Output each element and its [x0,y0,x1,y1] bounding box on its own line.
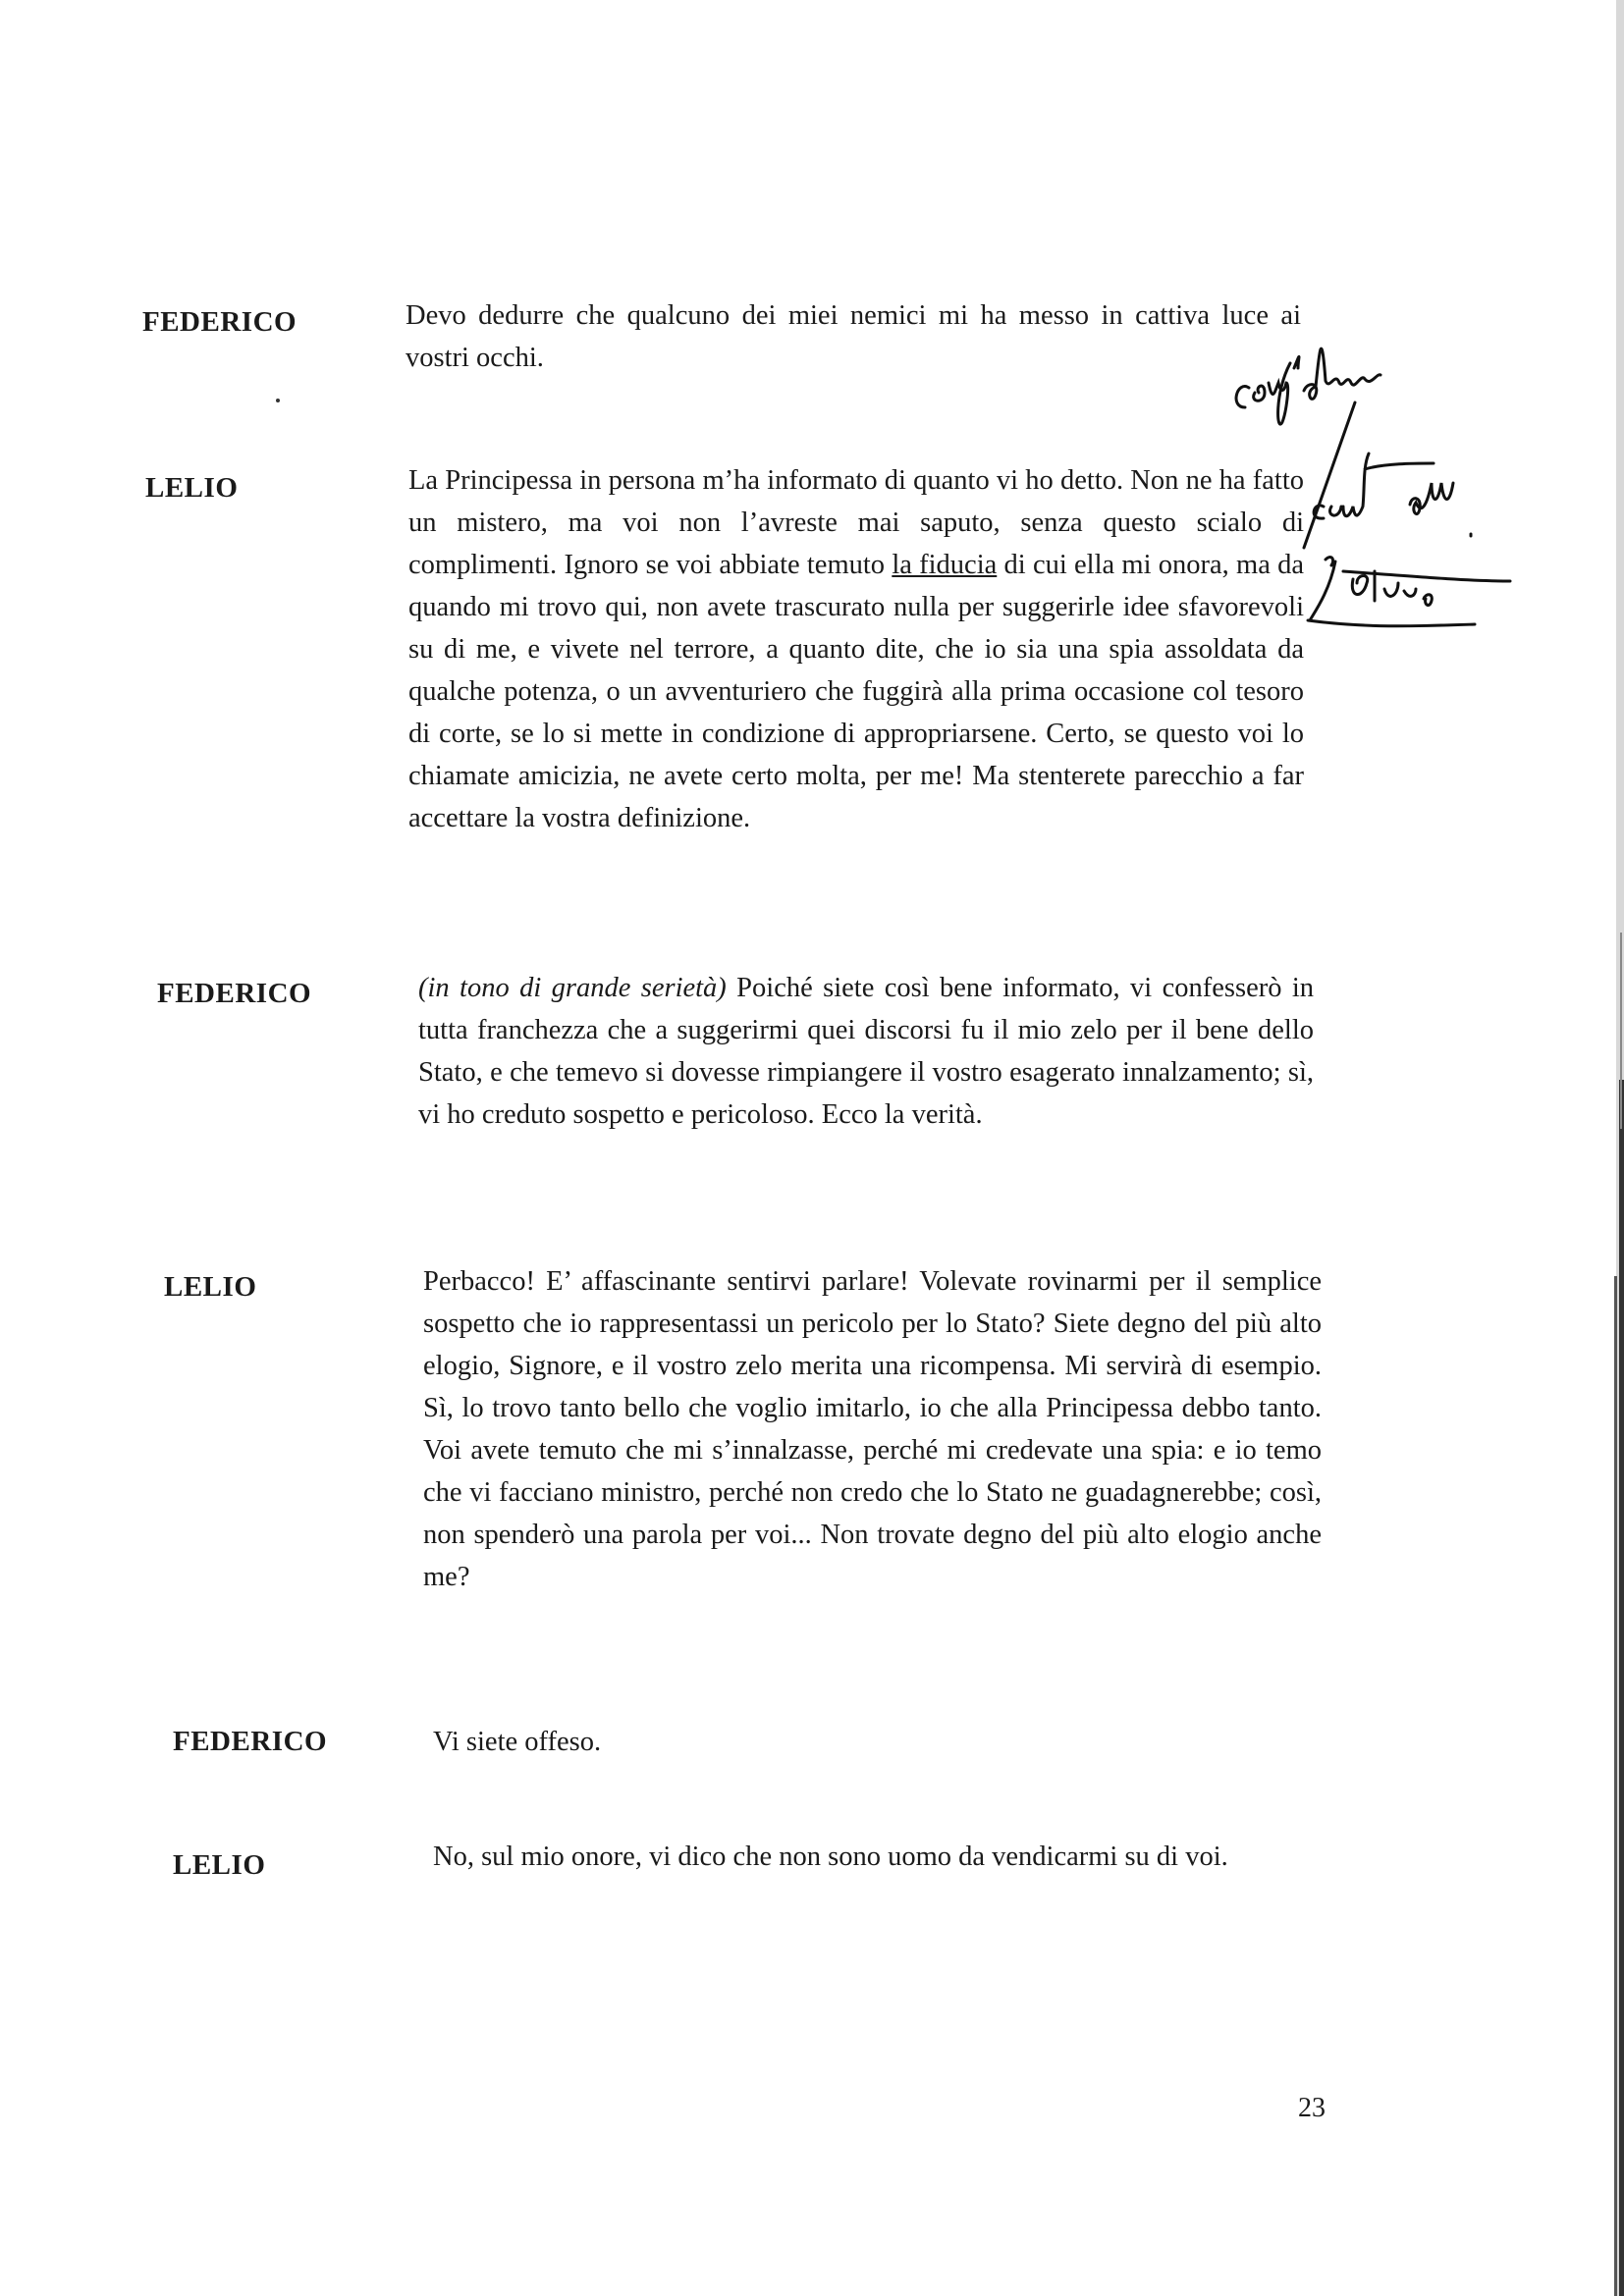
page-number: 23 [1298,2093,1326,2123]
speaker-federico-1: FEDERICO [142,306,298,338]
annotation-fiducia-oltre [1308,558,1510,626]
speech-text: Perbacco! E’ affascinante sentirvi parlare! Volevate rovinarmi per il semplice sospetto che io rappresentassi un pericolo per lo Stato? Siete degno del più alto elogio, Signore, e il vostro zelo merita una ricompensa. Mi servirà di esempio. Sì, lo trovo tanto bello che voglio imitarlo, io che alla Principessa debbo tanto. Voi avete temuto che mi s’innalzasse, perché mi credevate una spia: e io temo che vi facciano ministro, perché non credo che lo Stato ne guadagnerebbe; così, non spenderò una parola per voi... Non trovate degno del più alto elogio anche me? [423,1266,1322,1592]
speaker-federico-3: FEDERICO [173,1726,328,1757]
speech-lelio-1 [408,459,1304,839]
speech-text: Devo dedurre che qualcuno dei miei nemici mi ha messo in cattiva luce ai vostri occhi. [406,300,1301,373]
scan-speck [276,399,280,402]
scan-edge-shadow [1602,0,1624,2296]
annotation-confidenze [1236,348,1380,424]
speech-federico-1 [406,294,1301,379]
speech-federico-3 [433,1721,1328,1763]
speech-lelio-2 [423,1260,1322,1598]
speech-text: Poiché siete così bene informato, vi confesserò in tutta franchezza che a suggerirmi quei discorsi fu il mio zelo per il bene dello Stato, e che temevo si dovesse rimpiangere il vostro esagerato innalzamento; sì, vi ho creduto sospetto e pericoloso. Ecco la verità. [418,973,1314,1130]
underlined-phrase: la fiducia [892,550,998,580]
speech-text: La Principessa in persona m’ha informato di quanto vi ho detto. Non ne ha fatto un mistero, ma voi non l’avreste mai saputo, senza questo scialo di complimenti. Ignoro se voi abbiate temuto [408,465,1304,580]
handwritten-annotations [1218,314,1542,658]
speaker-lelio-1: LELIO [145,472,239,504]
speech-text: di cui ella mi onora, ma da quando mi trovo qui, non avete trascurato nulla per suggerirle idee sfavorevoli su di me, e vivete nel terrore, a quanto dite, che io sia una spia assoldata da qualche potenza, o un avventuriero che fuggirà alla prima occasione col tesoro di corte, se lo si mette in condizione di appropriarsene. Certo, se questo voi lo chiamate amicizia, ne avete certo molta, per me! Ma stenterete parecchio a far accettare la vostra definizione. [408,550,1304,833]
annotation-stroke [1304,402,1355,548]
speaker-lelio-2: LELIO [164,1271,257,1303]
stage-direction: (in tono di grande serietà) [418,973,727,1003]
speech-text: No, sul mio onore, vi dico che non sono uomo da vendicarmi su di voi. [433,1842,1228,1872]
speech-text: Vi siete offeso. [433,1727,602,1757]
speaker-lelio-3: LELIO [173,1849,266,1881]
speech-federico-2 [418,967,1314,1136]
speech-lelio-3 [433,1836,1328,1878]
annotation-controll [1314,454,1471,536]
speaker-federico-2: FEDERICO [157,978,312,1009]
